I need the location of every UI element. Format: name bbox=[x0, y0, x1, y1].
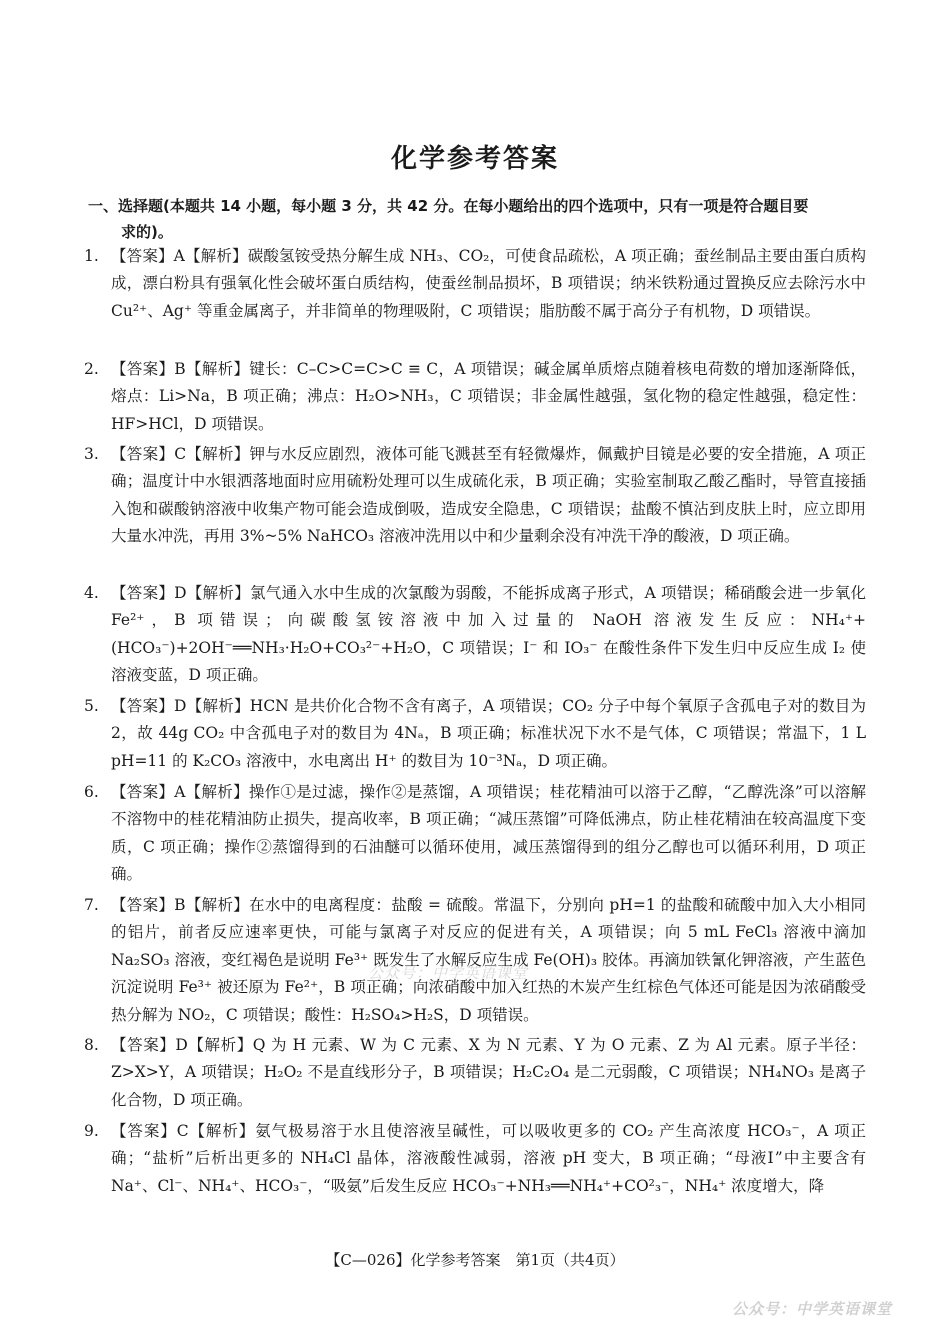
question-item bbox=[84, 1118, 866, 1200]
question-number: 6. bbox=[84, 783, 99, 801]
page-title: 化学参考答案 bbox=[390, 144, 559, 174]
question-number: 8. bbox=[84, 1036, 99, 1054]
question-item bbox=[84, 356, 866, 438]
question-answer-text: 【答案】A【解析】操作①是过滤，操作②是蒸馏，A 项错误；桂花精油可以溶于乙醇，“乙醇洗涤”可以溶解不溶物中的桂花精油防止损失，提高收率，B 项正确；“减压蒸馏”可降低沸点，防止桂花精油在较高温度下变质，C 项正确；操作②蒸馏得到的石油醚可以循环使用，减压蒸馏得到的组分乙醇也可以循环利用，D 项正确。 bbox=[111, 783, 866, 884]
section-heading bbox=[88, 193, 868, 245]
question-number: 9. bbox=[84, 1122, 99, 1140]
question-number: 1. bbox=[84, 247, 99, 265]
question-item bbox=[84, 243, 866, 325]
question-number: 2. bbox=[84, 360, 99, 378]
question-item bbox=[84, 441, 866, 551]
question-answer-text: 【答案】A【解析】碳酸氢铵受热分解生成 NH₃、CO₂，可使食品疏松，A 项正确；蚕丝制品主要由蛋白质构成，漂白粉具有强氧化性会破坏蛋白质结构，使蚕丝制品损坏，B 项错误；纳米铁粉通过置换反应去除污水中 Cu²⁺、Ag⁺ 等重金属离子，并非简单的物理吸附，C 项错误；脂肪酸不属于高分子有机物，D 项错误。 bbox=[111, 247, 866, 320]
question-item bbox=[84, 892, 866, 1029]
question-number: 5. bbox=[84, 697, 99, 715]
question-answer-text: 【答案】B【解析】在水中的电离程度：盐酸 = 硫酸。常温下，分别向 pH=1 的盐酸和硫酸中加入大小相同的铝片，前者反应速率更快，可能与氯离子对反应的促进有关，A 项错误；向 5 mL FeCl₃ 溶液中滴加 Na₂SO₃ 溶液，变红褐色是说明 Fe³⁺ 既发生了水解反应生成 Fe(OH)₃ 胶体。再滴加铁氰化钾溶液，产生蓝色沉淀说明 Fe³⁺ 被还原为 Fe²⁺，B 项正确；向浓硝酸中加入红热的木炭产生红棕色气体还可能是因为浓硝酸受热分解为 NO₂，C 项错误；酸性：H₂SO₄>H₂S，D 项错误。 bbox=[111, 896, 866, 1024]
question-item bbox=[84, 693, 866, 775]
question-item bbox=[84, 779, 866, 889]
question-answer-text: 【答案】C【解析】氨气极易溶于水且使溶液呈碱性，可以吸收更多的 CO₂ 产生高浓度 HCO₃⁻，A 项正确；“盐析”后析出更多的 NH₄Cl 晶体，溶液酸性减弱，溶液 pH 变大，B 项正确；“母液Ⅰ”中主要含有 Na⁺、Cl⁻、NH₄⁺、HCO₃⁻，“吸氨”后发生反应 HCO₃⁻+NH₃══NH₄⁺+CO²₃⁻，NH₄⁺ 浓度增大，降 bbox=[111, 1122, 866, 1195]
watermark-corner: 公众号：中学英语课堂 bbox=[731, 1300, 892, 1318]
question-answer-text: 【答案】D【解析】氯气通入水中生成的次氯酸为弱酸，不能拆成离子形式，A 项错误；稀硝酸会进一步氧化 Fe²⁺，B 项错误；向碳酸氢铵溶液中加入过量的 NaOH 溶液发生反应：NH₄⁺+(HCO₃⁻)+2OH⁻══NH₃·H₂O+CO₃²⁻+H₂O，C 项错误；I⁻ 和 IO₃⁻ 在酸性条件下发生归中反应生成 I₂ 使溶液变蓝，D 项正确。 bbox=[111, 584, 866, 685]
question-item bbox=[84, 580, 866, 690]
watermark-mid: 公众号：中学英语课堂 bbox=[368, 964, 529, 982]
question-answer-text: 【答案】D【解析】Q 为 H 元素、W 为 C 元素、X 为 N 元素、Y 为 O 元素、Z 为 Al 元素。原子半径：Z>X>Y，A 项错误；H₂O₂ 不是直线形分子，B 项错误；H₂C₂O₄ 是二元弱酸，C 项错误；NH₄NO₃ 是离子化合物，D 项正确。 bbox=[111, 1036, 866, 1109]
question-answer-text: 【答案】D【解析】HCN 是共价化合物不含有离子，A 项错误；CO₂ 分子中每个氧原子含孤电子对的数目为 2，故 44g CO₂ 中含孤电子对的数目为 4Nₐ，B 项正确；标准状况下水不是气体，C 项错误；常温下，1 L pH=11 的 K₂CO₃ 溶液中，水电离出 H⁺ 的数目为 10⁻³Nₐ，D 项正确。 bbox=[111, 697, 866, 770]
section-heading-line1: 一、选择题(本题共 14 小题，每小题 3 分，共 42 分。在每小题给出的四个选项中，只有一项是符合题目要 bbox=[88, 197, 809, 215]
question-item bbox=[84, 1032, 866, 1114]
page-footer: 【C—026】化学参考答案 第1页（共4页） bbox=[325, 1251, 625, 1269]
question-number: 7. bbox=[84, 896, 99, 914]
section-heading-line2: 求的)。 bbox=[121, 223, 173, 241]
question-number: 4. bbox=[84, 584, 99, 602]
question-answer-text: 【答案】B【解析】键长：C–C>C=C>C ≡ C，A 项错误；碱金属单质熔点随着核电荷数的增加逐渐降低，熔点：Li>Na，B 项正确；沸点：H₂O>NH₃，C 项错误；非金属性越强，氢化物的稳定性越强，稳定性：HF>HCl，D 项错误。 bbox=[111, 360, 866, 433]
question-answer-text: 【答案】C【解析】钾与水反应剧烈，液体可能飞溅甚至有轻微爆炸，佩戴护目镜是必要的安全措施，A 项正确；温度计中水银洒落地面时应用硫粉处理可以生成硫化汞，B 项正确；实验室制取乙酸乙酯时，导管直接插入饱和碳酸钠溶液中收集产物可能会造成倒吸，造成安全隐患，C 项错误；盐酸不慎沾到皮肤上时，应立即用大量水冲洗，再用 3%~5% NaHCO₃ 溶液冲洗用以中和少量剩余没有冲洗干净的酸液，D 项正确。 bbox=[111, 445, 866, 546]
question-number: 3. bbox=[84, 445, 99, 463]
